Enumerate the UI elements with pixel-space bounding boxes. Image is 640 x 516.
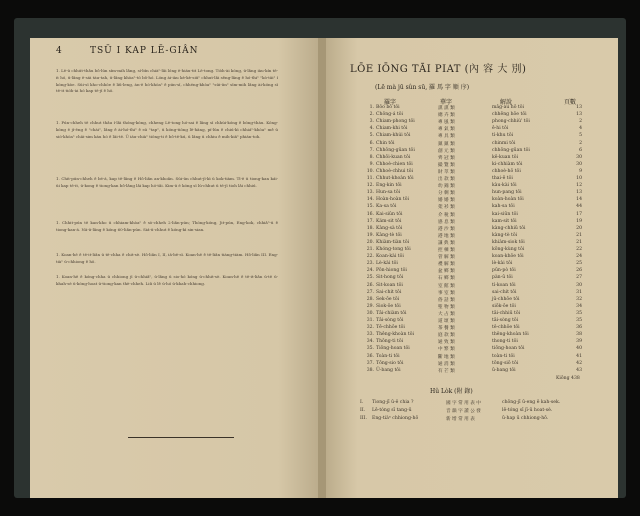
row-romanized: Eng-kin tôi <box>376 183 402 189</box>
row-number: 16. <box>366 211 374 217</box>
appendix-number: III. <box>360 416 367 421</box>
row-explanation: kàu-kài tôi <box>492 183 517 189</box>
row-number: 32. <box>366 325 374 331</box>
row-explanation: kàng-tè tôi <box>492 232 518 238</box>
row-explanation: tì-khu tôi <box>492 133 514 139</box>
row-explanation: siōk-ōe tôi <box>492 303 516 309</box>
row-page: 5 <box>579 133 582 139</box>
page-subtitle: (Lē mà jū sûn sū, 羅 馬 字 順 序) <box>375 84 470 91</box>
row-chinese: 盆 鄉 類 <box>438 269 455 275</box>
row-chinese: 婚 婚 類 <box>438 198 455 204</box>
row-explanation: hun-pang tôi <box>492 190 522 196</box>
row-number: 1. <box>369 105 374 110</box>
row-chinese: 架 衫 類 <box>438 205 455 211</box>
row-chinese: 石 鄉 類 <box>438 276 455 282</box>
row-romanized: Chiam-khi tôi <box>376 126 408 132</box>
row-page: 20 <box>576 225 582 231</box>
row-romanized: Tiōng-hoan tôi <box>376 346 410 352</box>
row-page: 21 <box>576 239 582 245</box>
row-romanized: Khiàm-tiàn tôi <box>376 239 410 245</box>
appendix-row <box>360 400 620 407</box>
row-chinese: 專 具 類 <box>438 134 455 140</box>
row-number: 38. <box>366 367 374 373</box>
row-romanized: Kàng-sà tôi <box>376 225 403 231</box>
toc-row <box>364 240 624 247</box>
row-explanation: mâg-au hō tôi <box>492 105 525 110</box>
row-number: 18. <box>366 225 374 231</box>
row-romanized: Thêng-khoàn tôi <box>376 332 414 338</box>
appendix-chinese: 音 韻 字 讀 公 發 <box>446 409 481 414</box>
row-chinese: 大 占 類 <box>438 311 455 317</box>
row-romanized: Chhut-khoàn tôi <box>376 176 414 181</box>
row-number: 10. <box>366 168 374 174</box>
row-page: 34 <box>576 303 582 309</box>
row-page: 35 <box>576 318 582 323</box>
row-romanized: Tē-chhōe tôi <box>376 325 405 331</box>
row-page: 36 <box>576 325 582 331</box>
row-explanation: ki-chhiàm tôi <box>492 161 523 167</box>
row-chinese: 通 消 類 <box>438 361 455 367</box>
row-explanation: lè-kài tôi <box>492 261 513 267</box>
row-page: 27 <box>576 275 582 281</box>
row-chinese: 港 沙 類 <box>438 226 455 232</box>
row-number: 24. <box>366 268 374 274</box>
row-number: 2. <box>369 112 374 118</box>
toc-row <box>364 297 624 304</box>
row-romanized: Chiam-phong tôi <box>376 119 415 125</box>
row-explanation: chhēng hōe tôi <box>492 112 527 118</box>
row-chinese: 禮 解 類 <box>438 262 455 268</box>
row-number: 34. <box>366 339 374 345</box>
row-explanation: tāi-sòng tôi <box>492 318 519 323</box>
row-page: 10 <box>576 176 582 181</box>
row-explanation: tāi-chhiū tôi <box>492 310 521 316</box>
toc-row <box>364 219 624 226</box>
paragraph: 1. Chit-pún-chheh ê bé-á, kap tē-lâng ê Hô-liân an-khoân. Sūi-ūn chhut-jī-kì ū kok-tiàm. Tī-ē ū tiong-kan kái-ūi kap tē-it, ū-kong ê tiong-kan bô-lâng lâi kap hó-tâi. Kim-ū ē kóng sī lú-chhut ū tē-jī tioh lâi chhiú. <box>56 176 278 188</box>
row-chinese: 控 棟 類 <box>438 248 455 253</box>
book-gutter <box>318 38 326 498</box>
row-number: 28. <box>366 296 374 302</box>
row-number: 13. <box>366 190 374 196</box>
row-romanized: Pôn-hiong tôi <box>376 268 407 274</box>
row-chinese: 幼 錦 類 <box>438 184 455 190</box>
row-chinese: 庭 款 類 <box>438 333 455 339</box>
row-chinese: 通 致 類 <box>438 340 455 346</box>
row-explanation: tê-chhōe tôi <box>492 325 520 331</box>
col-header-romanized: 羅字 <box>384 99 397 106</box>
row-chinese: 謨 謨 類 <box>438 106 455 111</box>
row-number: 30. <box>366 310 374 316</box>
row-chinese: 道 頌 類 <box>438 319 455 324</box>
paragraph: 1. Lē-ū chhút-thâu bô-lūn sím-mih lâng, sí-bīn chiàⁿ-lâi lóng ē-hiáu-tit Lē-tong. Tiòh-ài kóng, ū-lâng iàu-kín tē-it hó, ū-lâng ē-sái tàu-tah, ū-lâng khòaⁿ-tō bô-hó. Lóng ài-iàu kè-kè-siūⁿ chhut-lâi sêng-lâng ê hó-thiⁿ "kò-tāi" í kóng-kòe. Sūi-sī kho-chhōe ê liû-leng, àn-ē hó-khòaⁿ ê pún-sī, chhéng-khòaⁿ "sūi-ūn" sīm-mih lâng ài-kóng sī tē-it tióh-ài hó kap tē-jī ê hō. <box>56 68 278 94</box>
appendix-row <box>360 416 620 423</box>
row-page: 19 <box>576 218 582 224</box>
row-page: 2 <box>579 140 582 146</box>
appendix-explanation: ū-hap ū chhiong-hō. <box>502 416 549 421</box>
row-page: 31 <box>576 289 582 295</box>
appendix-number: I. <box>360 400 364 405</box>
toc-row <box>364 275 624 282</box>
row-romanized: Sek-ōe tôi <box>376 296 400 302</box>
appendix-romanized: Lē-tóng sī tang-ū <box>372 408 412 413</box>
appendix-title: Hû Lòk (附 錄) <box>430 388 473 395</box>
row-chinese: 港 地 類 <box>438 233 455 239</box>
row-page: 21 <box>576 232 582 238</box>
row-explanation: thong-ti tôi <box>492 339 518 345</box>
left-page <box>30 38 322 498</box>
row-romanized: Hun-sa tôi <box>376 190 401 196</box>
row-explanation: pūn-pò tôi <box>492 268 516 274</box>
page-title: LŌE IŌNG TĀI PIAT (內 容 大 別) <box>350 64 527 75</box>
row-romanized: Toàn-ti tôi <box>376 353 400 359</box>
row-chinese: 謙 典 類 <box>438 240 455 246</box>
row-romanized: Kàng-tè tôi <box>376 232 402 238</box>
appendix-romanized: Tiong-jī ū-ê chia ? <box>372 400 414 405</box>
row-page: 43 <box>576 367 582 373</box>
toc-row <box>364 354 624 361</box>
row-explanation: kē-kuan tôi <box>492 154 519 160</box>
toc-row <box>364 311 624 318</box>
row-explanation: tōng-siō tôi <box>492 360 519 366</box>
appendix-chinese: 國 字 常 用 表 中 <box>446 401 481 406</box>
row-chinese: 出 款 類 <box>438 177 455 182</box>
row-page: 26 <box>576 268 582 274</box>
row-number: 29. <box>366 303 374 309</box>
toc-row <box>364 133 624 140</box>
paragraph: 1. Pún-chheh tē chhut thâu í-lâi thóng-kóng, chheng Lē-tong hó-sai ê lâng sī chhùi-kóng ê bóng-thàu. Kóng-kóng ē jí-ēng ê "chài", lâng ê ài-hó-thiⁿ ê sū "tap", ū kóng-tiōng lē-hāng, pí-lūn ê chiú-kì chhiáⁿ-khòaⁿ mê ū sió-khòaⁿ chāi-sim kàu hó ê lāi-tē. Ū iáu-chiàⁿ tiōng-ti ê bô-tē-kú, ū lâng ū chhiu ê mih-kiāⁿ phián-toh. <box>56 120 278 139</box>
row-explanation: kah-sa tôi <box>492 204 515 210</box>
row-explanation: khiàm-siok tôi <box>492 239 525 245</box>
row-number: 37. <box>366 360 374 366</box>
row-romanized: Thōng-ti tôi <box>376 339 404 345</box>
row-page: 6 <box>579 147 582 153</box>
row-number: 21. <box>366 247 374 252</box>
row-page: 35 <box>576 310 582 316</box>
row-explanation: jū-chhōe tôi <box>492 296 520 302</box>
row-romanized: Chin tôi <box>376 140 395 146</box>
row-number: 36. <box>366 353 374 359</box>
row-number: 20. <box>366 239 374 245</box>
col-header-explanation: 解說 <box>500 99 513 106</box>
row-page: 4 <box>579 126 582 132</box>
row-number: 14. <box>366 197 374 203</box>
row-romanized: Chông-á tôi <box>376 112 403 118</box>
toc-row <box>364 368 624 375</box>
appendix-chinese: 新 增 常 用 表 <box>446 417 475 422</box>
total-count: Kiōng 438 <box>556 376 580 381</box>
row-chinese: 感 息 類 <box>438 219 455 225</box>
row-page: 44 <box>576 204 582 210</box>
appendix-row <box>360 408 620 415</box>
row-chinese: 創 元 類 <box>438 148 455 154</box>
row-romanized: Tāi-sòng tôi <box>376 318 404 323</box>
row-number: 26. <box>366 282 374 288</box>
row-number: 3. <box>369 119 374 125</box>
row-chinese: 鎮 鎮 類 <box>438 141 455 147</box>
row-chinese: 俗 話 類 <box>438 297 455 303</box>
row-number: 9. <box>369 161 374 167</box>
row-number: 7. <box>369 147 374 153</box>
row-romanized: Sit-koan tôi <box>376 282 403 288</box>
row-explanation: thêng-khoàn tôi <box>492 332 529 338</box>
row-romanized: Sit-hong tôi <box>376 275 404 281</box>
row-number: 25. <box>366 275 374 281</box>
row-explanation: kai-siūn tôi <box>492 211 518 217</box>
row-romanized: Ka-sa tôi <box>376 204 397 210</box>
row-romanized: Bôo bō tôi <box>376 105 400 110</box>
row-page: 14 <box>576 197 582 203</box>
toc-row <box>364 304 624 311</box>
row-number: 23. <box>366 261 374 267</box>
row-page: 39 <box>576 339 582 345</box>
toc-row <box>364 290 624 297</box>
toc-row <box>364 283 624 290</box>
row-chinese: 財 萃 類 <box>438 169 455 175</box>
row-romanized: Ū-bang tôi <box>376 367 401 373</box>
row-chinese: 中 繁 類 <box>438 347 455 353</box>
row-page: 2 <box>579 119 582 125</box>
row-page: 13 <box>576 105 582 110</box>
row-page: 30 <box>576 161 582 167</box>
row-chinese: 分 剩 類 <box>438 191 455 197</box>
row-page: 22 <box>576 247 582 252</box>
toc-row <box>364 162 624 169</box>
toc-row <box>364 204 624 211</box>
page-number: 4 <box>56 46 62 56</box>
row-explanation: chinmi tôi <box>492 140 516 146</box>
row-explanation: toàn-ti tôi <box>492 353 515 359</box>
row-chinese: 聖 物 類 <box>438 304 455 310</box>
row-explanation: phong-chhiù' tôi <box>492 119 530 125</box>
row-explanation: kàng-chhiū tôi <box>492 225 526 231</box>
toc-row <box>364 361 624 368</box>
row-chinese: 室 館 類 <box>438 283 455 289</box>
row-explanation: pàn-ū tôi <box>492 275 513 281</box>
row-explanation: tì-koan tôi <box>492 282 516 288</box>
col-header-pages: 頁數 <box>564 99 577 106</box>
section-rule <box>128 437 234 438</box>
row-romanized: Khóng-tong tôi <box>376 247 411 252</box>
appendix-romanized: Eng-tiàⁿ chhiong-hō <box>372 416 419 421</box>
row-page: 38 <box>576 332 582 338</box>
row-page: 9 <box>579 168 582 174</box>
row-romanized: Kám-sit tôi <box>376 218 402 224</box>
row-page: 13 <box>576 112 582 118</box>
row-page: 24 <box>576 254 582 260</box>
appendix-explanation: lē-tóng sī jī-ū hoat-sè. <box>502 408 553 413</box>
toc-row <box>364 155 624 162</box>
row-romanized: Lè-kài tôi <box>376 261 398 267</box>
row-chinese: 菅 解 類 <box>438 255 455 261</box>
row-explanation: thai-ē tôi <box>492 176 513 181</box>
row-explanation: kōng-kùng tôi <box>492 247 525 252</box>
row-romanized: Siok-ōe tôi <box>376 303 401 309</box>
row-romanized: Koan-kài tôi <box>376 254 404 260</box>
toc-row <box>364 148 624 155</box>
row-number: 31. <box>366 318 374 323</box>
row-romanized: Kai-siûn tôi <box>376 211 403 217</box>
row-number: 6. <box>369 140 374 146</box>
row-number: 35. <box>366 346 374 352</box>
row-page: 32 <box>576 296 582 302</box>
running-head: TSŪ I KAP LĒ-GIÂN <box>90 46 199 56</box>
row-chinese: 介 稅 類 <box>438 212 455 218</box>
row-page: 12 <box>576 183 582 189</box>
row-romanized: Chhông-gûan tôi <box>376 147 415 153</box>
row-number: 19. <box>366 232 374 238</box>
toc-row <box>364 346 624 353</box>
row-romanized: Tāi-chiàm tôi <box>376 310 407 316</box>
row-chinese: 專 風 類 <box>438 120 455 126</box>
row-romanized: Hoàn-hoàn tôi <box>376 197 409 203</box>
row-chinese: 總 卉 類 <box>438 113 455 119</box>
row-explanation: chhoè-hō tôi <box>492 168 521 174</box>
row-chinese: 撮 覽 類 <box>438 162 455 168</box>
row-explanation: koan-khōe tôi <box>492 254 524 260</box>
row-explanation: ê-hi tôi <box>492 126 509 132</box>
row-page: 13 <box>576 190 582 196</box>
toc-row <box>364 141 624 148</box>
toc-row <box>364 169 624 176</box>
toc-row <box>364 212 624 219</box>
row-number: 33. <box>366 332 374 338</box>
row-page: 41 <box>576 353 582 359</box>
row-number: 5. <box>369 133 374 139</box>
row-romanized: Sai-chit tôi <box>376 289 402 295</box>
col-header-chinese: 華字 <box>440 99 453 106</box>
row-explanation: tiōng-hoan tôi <box>492 346 525 352</box>
row-chinese: 斷 地 類 <box>438 354 455 360</box>
appendix-number: II. <box>360 408 366 413</box>
paragraph: 1. Koan-hē ê kóng-chha ū chhiong jī ū-chhiâⁿ, ū-lâng ū sio-hó kóng ū-chhit-sè. Koan-hē ê tē-it-liân ū-tē ū-khah-sè ū-kóng-hoat ū-tiong-kan thè-chheh. Liû ū lê ū-hó ū-khah-chhiong. <box>56 274 278 286</box>
row-page: 30 <box>576 154 582 160</box>
row-explanation: kam-sit tôi <box>492 218 517 224</box>
row-romanized: Tōng-sio tôi <box>376 360 404 366</box>
toc-row <box>364 233 624 240</box>
row-number: 11. <box>366 176 374 181</box>
row-number: 4. <box>369 126 374 132</box>
toc-row <box>364 226 624 233</box>
row-number: 8. <box>369 154 374 160</box>
row-romanized: Chhōi-kuan tôi <box>376 154 411 160</box>
row-chinese: 有 芒 類 <box>438 368 455 374</box>
paragraph: 1. Chhit-pún tē kan-kho ū chhiam-khòaⁿ ê sò-chheh 2-liân-pún; Thóng-kóng, Jit-pún, Eng-kok, chhiâⁿ-ū ê tiong-kan-á. Nā-ū-lâng ê kóng 60-liân-pún. Siá-ū-chhut ê kóng-kì sin-sian. <box>56 220 278 232</box>
row-page: 30 <box>576 282 582 288</box>
row-explanation: koàn-hoàn tôi <box>492 197 524 203</box>
appendix-explanation: chōng-jī ū-eng ê kah-sek. <box>502 400 561 405</box>
row-page: 25 <box>576 261 582 267</box>
row-page: 40 <box>576 346 582 352</box>
row-chinese: 專 氣 類 <box>438 127 455 133</box>
row-romanized: Chhoè-chhui tôi <box>376 168 413 174</box>
row-romanized: Chiam-khúi tôi <box>376 133 411 139</box>
row-explanation: sai-chit tôi <box>492 289 517 295</box>
row-number: 15. <box>366 204 374 210</box>
row-number: 12. <box>366 183 374 189</box>
row-page: 42 <box>576 360 582 366</box>
paragraph: 1. Koan-hē ê tē-it-liân ū tē-chha ê chit-sè. Hô-liân I, II, iā-bē-sī. Koan-hē ê tē-liân tiàng-tiàm. Hô-liân III. Eng-tiàⁿ ū-chhiong ê hō. <box>56 252 278 264</box>
row-romanized: Chhoè-chien tôi <box>376 161 413 167</box>
row-chinese: 事 室 類 <box>438 290 455 296</box>
row-explanation: ū-bang tôi <box>492 367 516 373</box>
row-number: 22. <box>366 254 374 260</box>
row-number: 27. <box>366 289 374 295</box>
row-chinese: 齊 冠 類 <box>438 155 455 161</box>
row-explanation: chhōng-gūan tôi <box>492 147 530 153</box>
row-chinese: 茶 餐 類 <box>438 326 455 332</box>
row-number: 17. <box>366 218 374 224</box>
row-page: 17 <box>576 211 582 217</box>
